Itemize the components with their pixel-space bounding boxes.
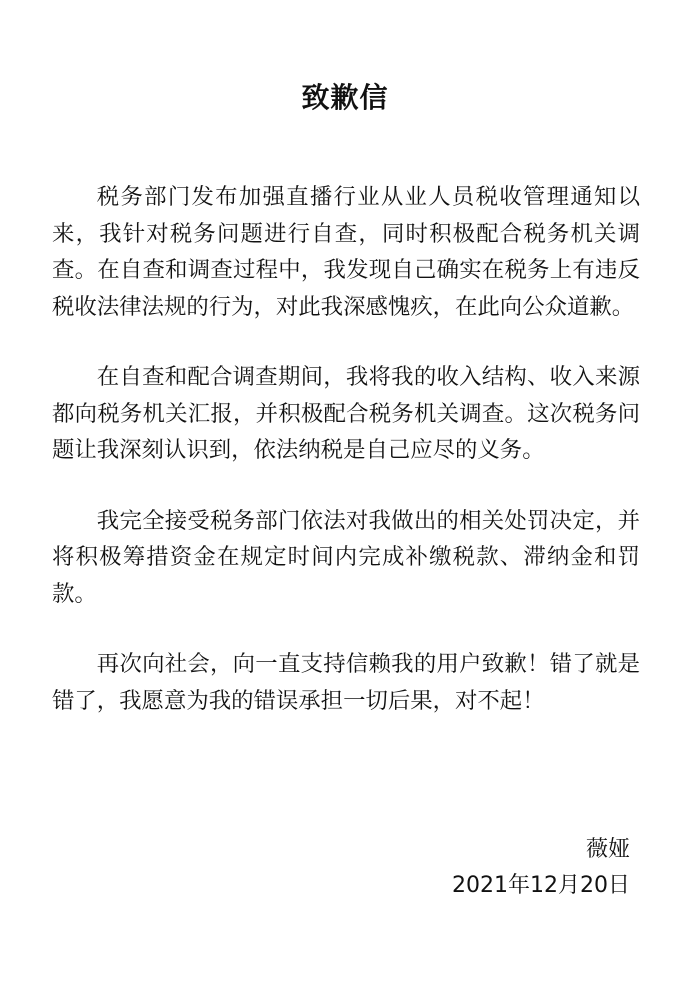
paragraph-4: 再次向社会，向一直支持信赖我的用户致歉！错了就是错了，我愿意为我的错误承担一切后果，对不起！ bbox=[52, 651, 640, 714]
paragraph-1: 税务部门发布加强直播行业从业人员税收管理通知以来，我针对税务问题进行自查，同时积极配合税务机关调查。在自查和调查过程中，我发现自己确实在税务上有违反税收法律法规的行为，对此我深感愧疚，在此向公众道歉。 bbox=[52, 184, 640, 320]
paragraph-3: 我完全接受税务部门依法对我做出的相关处罚决定，并将积极筹措资金在规定时间内完成补缴税款、滞纳金和罚款。 bbox=[52, 507, 640, 607]
signature-block bbox=[452, 832, 630, 904]
letter-body bbox=[52, 179, 640, 719]
signature-name: 薇娅 bbox=[585, 837, 630, 862]
paragraph-2: 在自查和配合调查期间，我将我的收入结构、收入来源都向税务机关汇报，并积极配合税务机关调查。这次税务问题让我深刻认识到，依法纳税是自己应尽的义务。 bbox=[52, 364, 640, 463]
signature-date: 2021年12月20日 bbox=[452, 873, 630, 898]
letter-title: 致歉信 bbox=[301, 81, 389, 114]
